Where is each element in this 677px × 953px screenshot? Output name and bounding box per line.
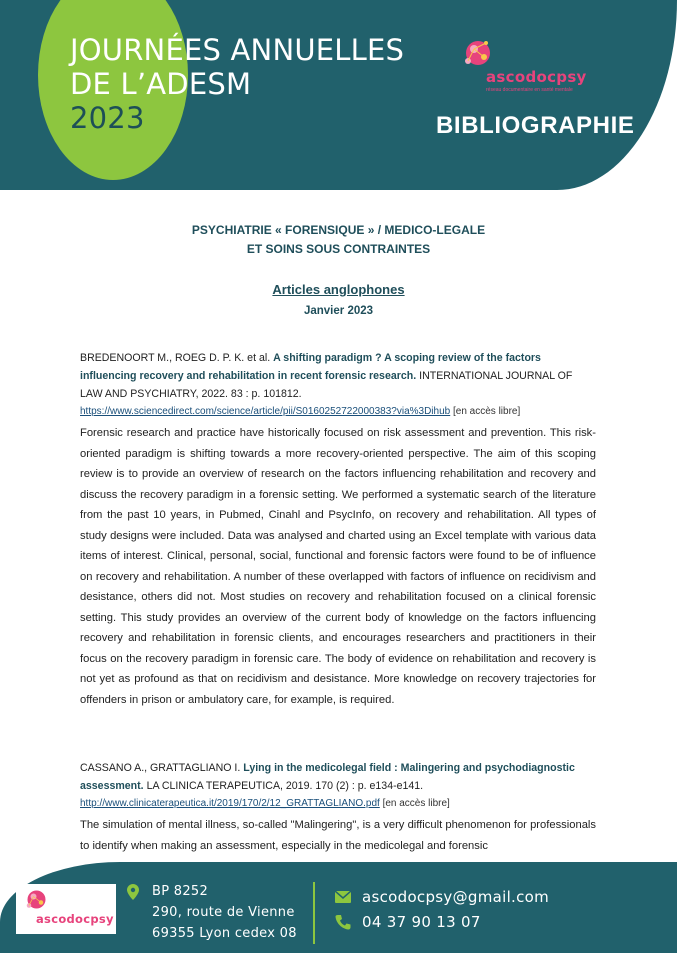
- address-line2: 290, route de Vienne: [152, 905, 295, 920]
- event-year: 2023: [70, 101, 145, 135]
- event-title: [70, 33, 404, 135]
- logo-wordmark: ascodocpsy: [486, 68, 587, 86]
- entry-authors: CASSANO A., GRATTAGLIANO I.: [80, 762, 241, 774]
- contact-email[interactable]: ascodocpsy@gmail.com: [362, 888, 550, 906]
- topic-heading: [0, 221, 677, 259]
- event-title-line2: DE L’ADESM: [70, 67, 252, 101]
- entry-access: [en accès libre]: [382, 798, 450, 809]
- postal-address: [152, 881, 297, 944]
- entry-source: INTERNATIONAL JOURNAL OF LAW AND PSYCHIATRY, 2022. 83 : p. 101812.: [80, 370, 573, 400]
- footer-divider: [313, 882, 315, 944]
- location-pin-icon: [127, 884, 139, 900]
- email-icon: [335, 891, 351, 903]
- entry-abstract: The simulation of mental illness, so-called "Malingering", is a very difficult phenomenon for professionals to identify when making an assessment, especially in the medicolegal and forensic: [80, 819, 596, 852]
- entry-title: A shifting paradigm ? A scoping review of the factors influencing recovery and rehabilitation in recent forensic research.: [80, 352, 541, 382]
- entry-link-line: [80, 403, 596, 421]
- entry-access: [en accès libre]: [453, 406, 521, 417]
- footer-logo-wordmark: ascodocpsy: [36, 912, 114, 926]
- ascodocpsy-logo: [456, 35, 646, 95]
- phone-icon: [335, 914, 351, 930]
- topic-line1: PSYCHIATRIE « FORENSIQUE » / MEDICO-LEGALE: [191, 223, 486, 237]
- entry-authors: BREDENOORT M., ROEG D. P. K. et al.: [80, 352, 271, 364]
- entry-source: LA CLINICA TERAPEUTICA, 2019. 170 (2) : p. e134-e141.: [146, 780, 424, 792]
- entry-abstract: Forensic research and practice have historically focused on risk assessment and prevention. This risk-oriented paradigm is shifting towards a more recovery-oriented perspective. The aim of this scoping review is to provide an overview of research on the factors influencing rehabilitation and recovery and discuss the recovery paradigm in a forensic setting. We performed a systematic search of the literature from the past 10 years, in Pubmed, Cinahl and PsycInfo, on recovery and rehabilitation. All types of study designs were included. Data was analysed and charted using an Excel template with various data items of interest. Clinical, personal, social, functional and forensic factors were found to be of influence on recovery and rehabilitation. A number of these overlapped with factors of influence on recidivism and desistance, others did not. Most studies on recovery and rehabilitation focused on a clinical forensic setting. This study provides an overview of the current body of knowledge on the factors influencing recovery and rehabilitation in forensic clients, and encourages researchers and practitioners in their focus on the recovery paradigm in forensic care. The body of evidence on rehabilitation and recovery is not yet as profound as that on recidivism and desistance. More knowledge on recovery trajectories for offenders in prison or ambulatory care, for example, is required.: [80, 427, 596, 706]
- subtitle: Articles anglophones: [272, 282, 405, 297]
- entry-url-link[interactable]: https://www.sciencedirect.com/science/article/pii/S0160252722000383?via%3Dihub: [80, 406, 451, 417]
- page-header: [0, 0, 677, 190]
- entry-title: Lying in the medicolegal field : Malingering and psychodiagnostic assessment.: [80, 762, 575, 792]
- entry-link-line: [80, 795, 596, 813]
- footer-logo: [16, 884, 116, 934]
- entry-url-link[interactable]: http://www.clinicaterapeutica.it/2019/170/2/12_GRATTAGLIANO.pdf: [80, 798, 380, 809]
- contact-phone[interactable]: 04 37 90 13 07: [362, 913, 481, 931]
- topic-line2: ET SOINS SOUS CONTRAINTES: [246, 242, 431, 256]
- event-title-line1: JOURNÉES ANNUELLES: [70, 33, 405, 67]
- entry-reference: [80, 349, 596, 403]
- address-line1: BP 8252: [152, 884, 209, 899]
- address-line3: 69355 Lyon cedex 08: [152, 926, 297, 941]
- bibliography-entry: [80, 759, 596, 856]
- logo-tagline: réseau documentaire en santé mentale: [486, 87, 573, 93]
- publication-date: Janvier 2023: [303, 305, 374, 317]
- entry-reference: [80, 759, 596, 795]
- bibliography-label: BIBLIOGRAPHIE: [436, 112, 635, 139]
- bibliography-entry: [80, 349, 596, 710]
- page-footer: [0, 862, 677, 953]
